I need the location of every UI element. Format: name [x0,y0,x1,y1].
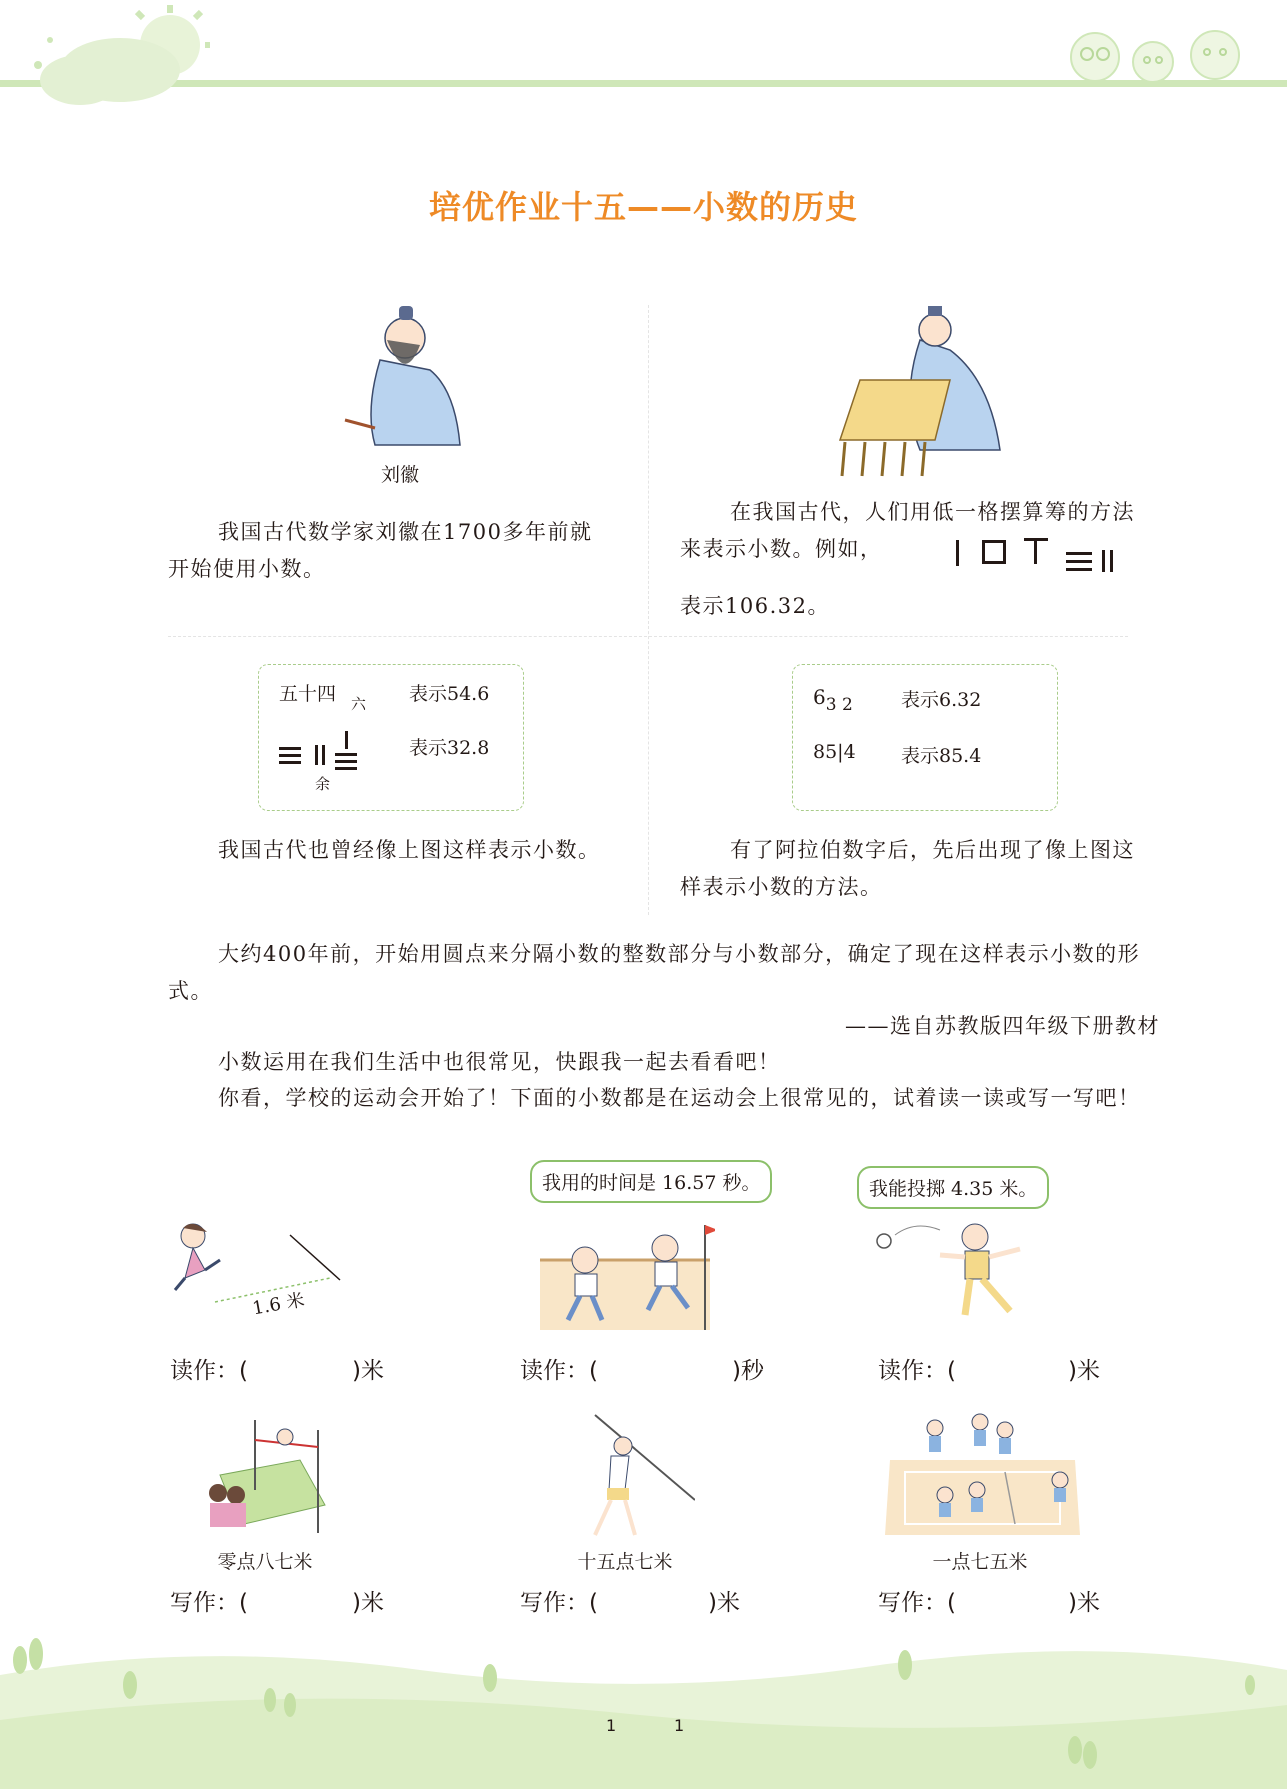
arabic-decimal-box [792,664,1058,811]
page-number-right: 1 [674,1716,685,1735]
notation-a: $6_{3 2}$ [813,685,853,715]
rod-desc: 表示32.8 [409,737,490,759]
intro-paragraph-2: 小数运用在我们生活中也很常见，快跟我一起去看看吧！ [218,1050,781,1074]
speech-bubble-throw: 我能投掷 4.35 米。 [857,1166,1049,1209]
javelin-illustration [555,1410,695,1540]
long-jump-label: 1.6 米 [250,1289,307,1320]
volleyball-illustration [885,1410,1085,1540]
write-answer-1: 写作：( )米 [170,1590,384,1616]
write-answer-2: 写作：( )米 [520,1590,740,1616]
row-divider [168,636,1128,638]
running-race-illustration [540,1220,715,1330]
notation-b: 85|4 [813,741,856,763]
rod-numeral-106-32 [950,538,1130,574]
liu-hui-illustration [335,300,465,450]
speech-bubble-run: 我用的时间是 16.57 秒。 [530,1160,772,1203]
chinese-decimal-box [258,664,524,811]
write-answer-3: 写作：( )米 [878,1590,1100,1616]
intro-paragraph-3: 你看，学校的运动会开始了！下面的小数都是在运动会上很常见的，试着读一读或写一写吧！ [218,1086,1141,1110]
read-answer-2: 读作：( )秒 [520,1358,764,1384]
caption-javelin: 十五点七米 [577,1551,673,1573]
counting-rods-text-end: 表示106.32。 [680,594,830,618]
caption-high-jump: 零点八七米 [217,1551,313,1573]
rod-bottom-label: 余 [315,775,331,793]
chinese-numeral-sub: 六 [351,695,367,713]
counting-rods-illustration [830,300,1010,480]
animal-heads-icon [1055,22,1245,84]
shot-put-illustration [870,1215,1060,1335]
caption-volleyball: 一点七五米 [932,1551,1028,1573]
notation-b-desc: 表示85.4 [901,745,982,767]
history-paragraph: 大约400年前，开始用圆点来分隔小数的整数部分与小数部分，确定了现在这样表示小数的形式。 [168,942,1141,1003]
chinese-desc: 表示54.6 [409,683,490,705]
cloud-sun-icon [20,0,210,110]
chinese-numeral: 五十四 [279,683,337,705]
box1-text: 我国古代也曾经像上图这样表示小数。 [218,838,601,862]
counting-rods-text: 在我国古代，人们用低一格摆算筹的方法来表示小数。例如， [680,500,1135,561]
box2-text: 有了阿拉伯数字后，先后出现了像上图这样表示小数的方法。 [680,838,1135,899]
notation-a-desc: 表示6.32 [901,689,982,711]
column-divider [648,305,650,915]
page-title: 培优作业十五——小数的历史 [428,188,858,226]
footer-landscape [0,1630,1287,1789]
read-answer-1: 读作：( )米 [170,1358,384,1384]
liu-hui-caption: 刘徽 [380,464,419,486]
high-jump-illustration [200,1415,330,1535]
read-answer-3: 读作：( )米 [878,1358,1100,1384]
source-note: ——选自苏教版四年级下册教材 [845,1014,1160,1038]
liu-hui-text: 我国古代数学家刘徽在1700多年前就开始使用小数。 [168,520,593,581]
page-number-left: 1 [606,1716,617,1735]
